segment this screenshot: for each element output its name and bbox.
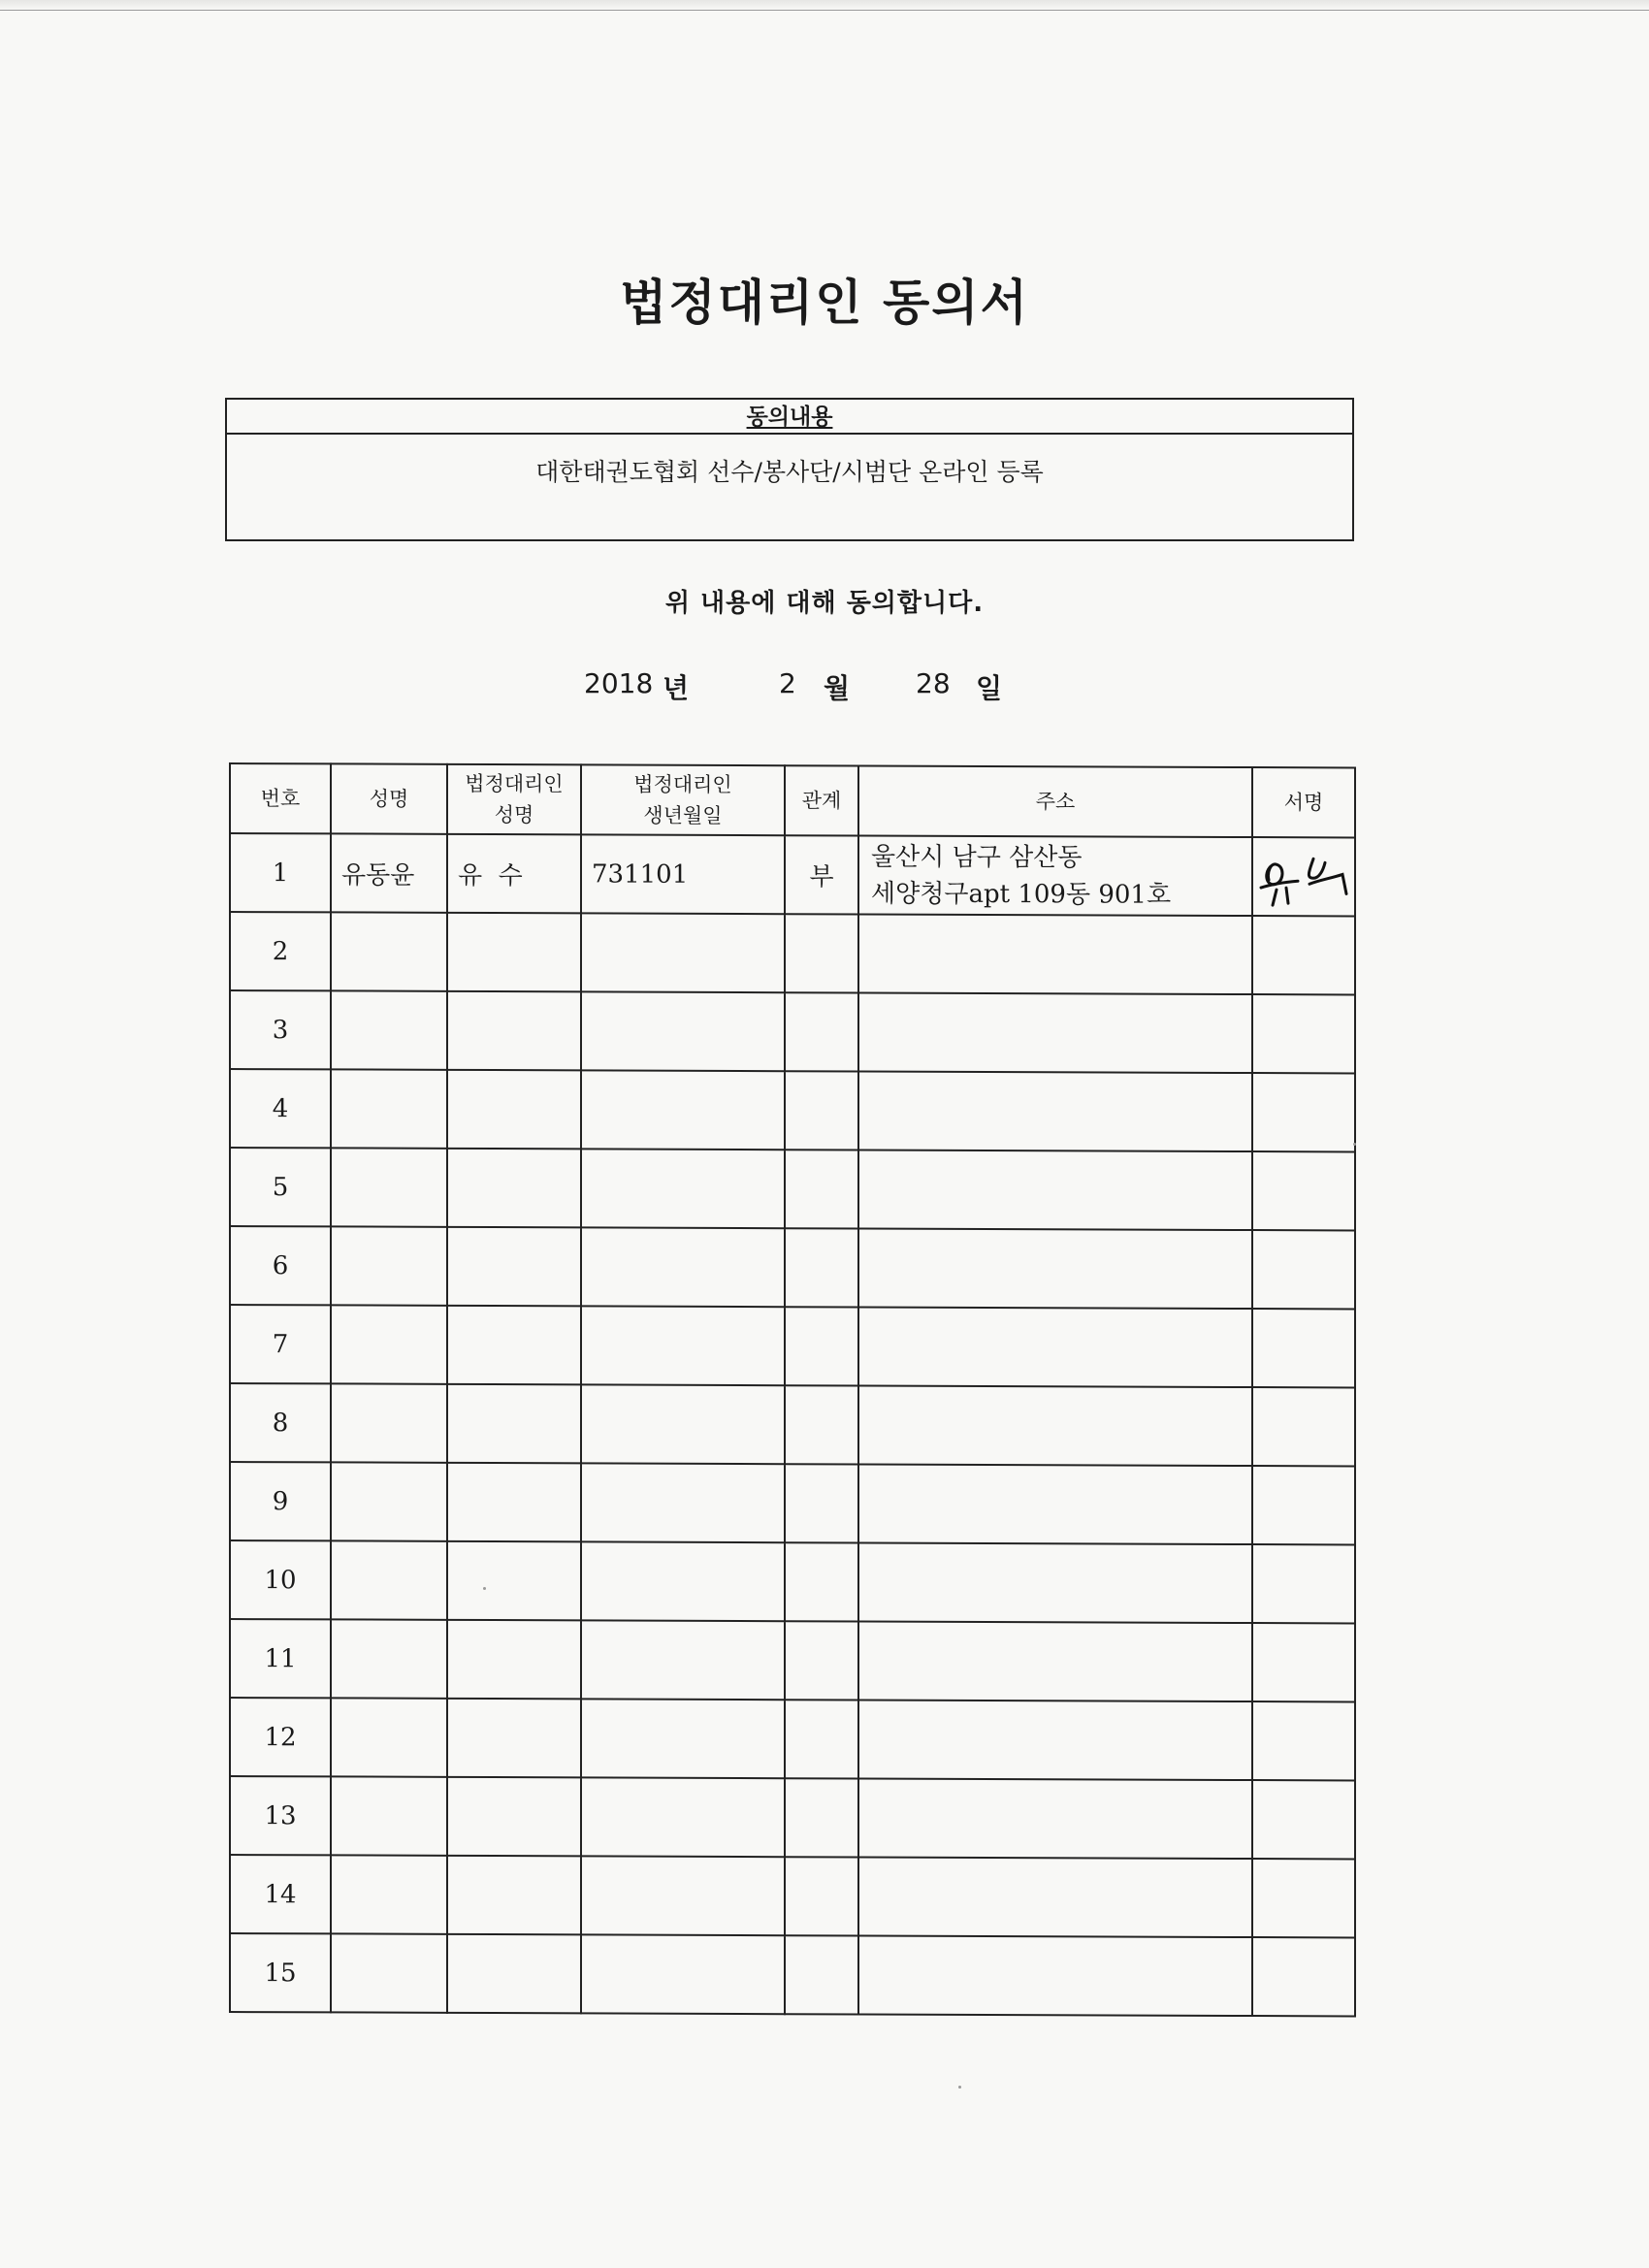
row-signature [1252,837,1355,916]
header-guardian-birth-line1: 법정대리인 [633,772,732,796]
scan-speck [958,2086,961,2089]
table-row [230,1462,1355,1544]
consent-header [227,400,1352,435]
page-edge [0,0,1649,11]
row-address-line1: 울산시 남구 삼산동 [871,842,1083,872]
header-guardian-birth [581,764,785,835]
document-title: 법정대리인 동의서 [620,274,1029,331]
table-row [230,1226,1355,1309]
date-month: 2 [779,667,796,699]
table-row [230,912,1355,994]
date-day: 28 [916,667,951,699]
table-row [230,1305,1355,1387]
row-number: 11 [230,1619,331,1698]
table-row [230,990,1355,1073]
row-guardian-name: 유 수 [447,834,581,914]
table-row [230,1540,1355,1623]
header-name: 성명 [331,763,447,833]
date-year: 2018 [584,667,654,699]
agreement-statement: 위 내용에 대해 동의합니다. [664,589,985,618]
row-number: 12 [230,1698,331,1776]
consent-content: 대한태권도협회 선수/봉사단/시범단 온라인 등록 [535,458,1044,486]
table-row [230,1855,1355,1937]
row-number: 10 [230,1540,331,1619]
row-address [858,835,1252,916]
row-number: 3 [230,990,331,1069]
consent-header-label: 동의내용 [746,405,833,430]
header-guardian-name [447,764,581,835]
header-guardian-name-line1: 법정대리인 [465,771,564,796]
table-row [230,1776,1355,1859]
row-number: 8 [230,1383,331,1462]
consent-box [225,398,1354,541]
row-number: 15 [230,1933,331,2012]
row-address-line2: 세양청구apt 109동 901호 [871,879,1172,910]
guardian-roster-table [229,762,1356,2017]
row-number: 4 [230,1069,331,1148]
table-row [230,1619,1355,1701]
table-row [230,1069,1355,1151]
table-row [230,1383,1355,1466]
row-number: 6 [230,1226,331,1305]
table-row [230,1933,1355,2016]
date-year-unit: 년 [663,672,690,704]
table-row [230,833,1355,916]
scan-speck [1353,1143,1356,1146]
row-number: 7 [230,1305,331,1383]
row-number: 2 [230,912,331,990]
header-address: 주소 [858,765,1252,837]
row-number: 9 [230,1462,331,1540]
scan-speck [483,1587,486,1590]
row-number: 5 [230,1148,331,1226]
handwritten-signature-icon [1257,845,1350,909]
header-no: 번호 [230,763,331,833]
header-relation: 관계 [785,765,858,835]
row-name: 유동윤 [331,833,447,912]
table-row [230,1698,1355,1780]
date-month-unit: 월 [824,672,851,704]
table-row [230,1148,1355,1230]
date-day-unit: 일 [976,672,1003,704]
row-number: 1 [230,833,331,912]
row-number: 13 [230,1776,331,1855]
table-header-row [230,763,1355,837]
header-guardian-birth-line2: 생년월일 [643,803,723,827]
header-guardian-name-line2: 성명 [494,803,534,827]
row-guardian-birth: 731101 [581,834,785,914]
header-signature: 서명 [1252,767,1355,837]
row-number: 14 [230,1855,331,1933]
row-relation: 부 [785,835,858,914]
